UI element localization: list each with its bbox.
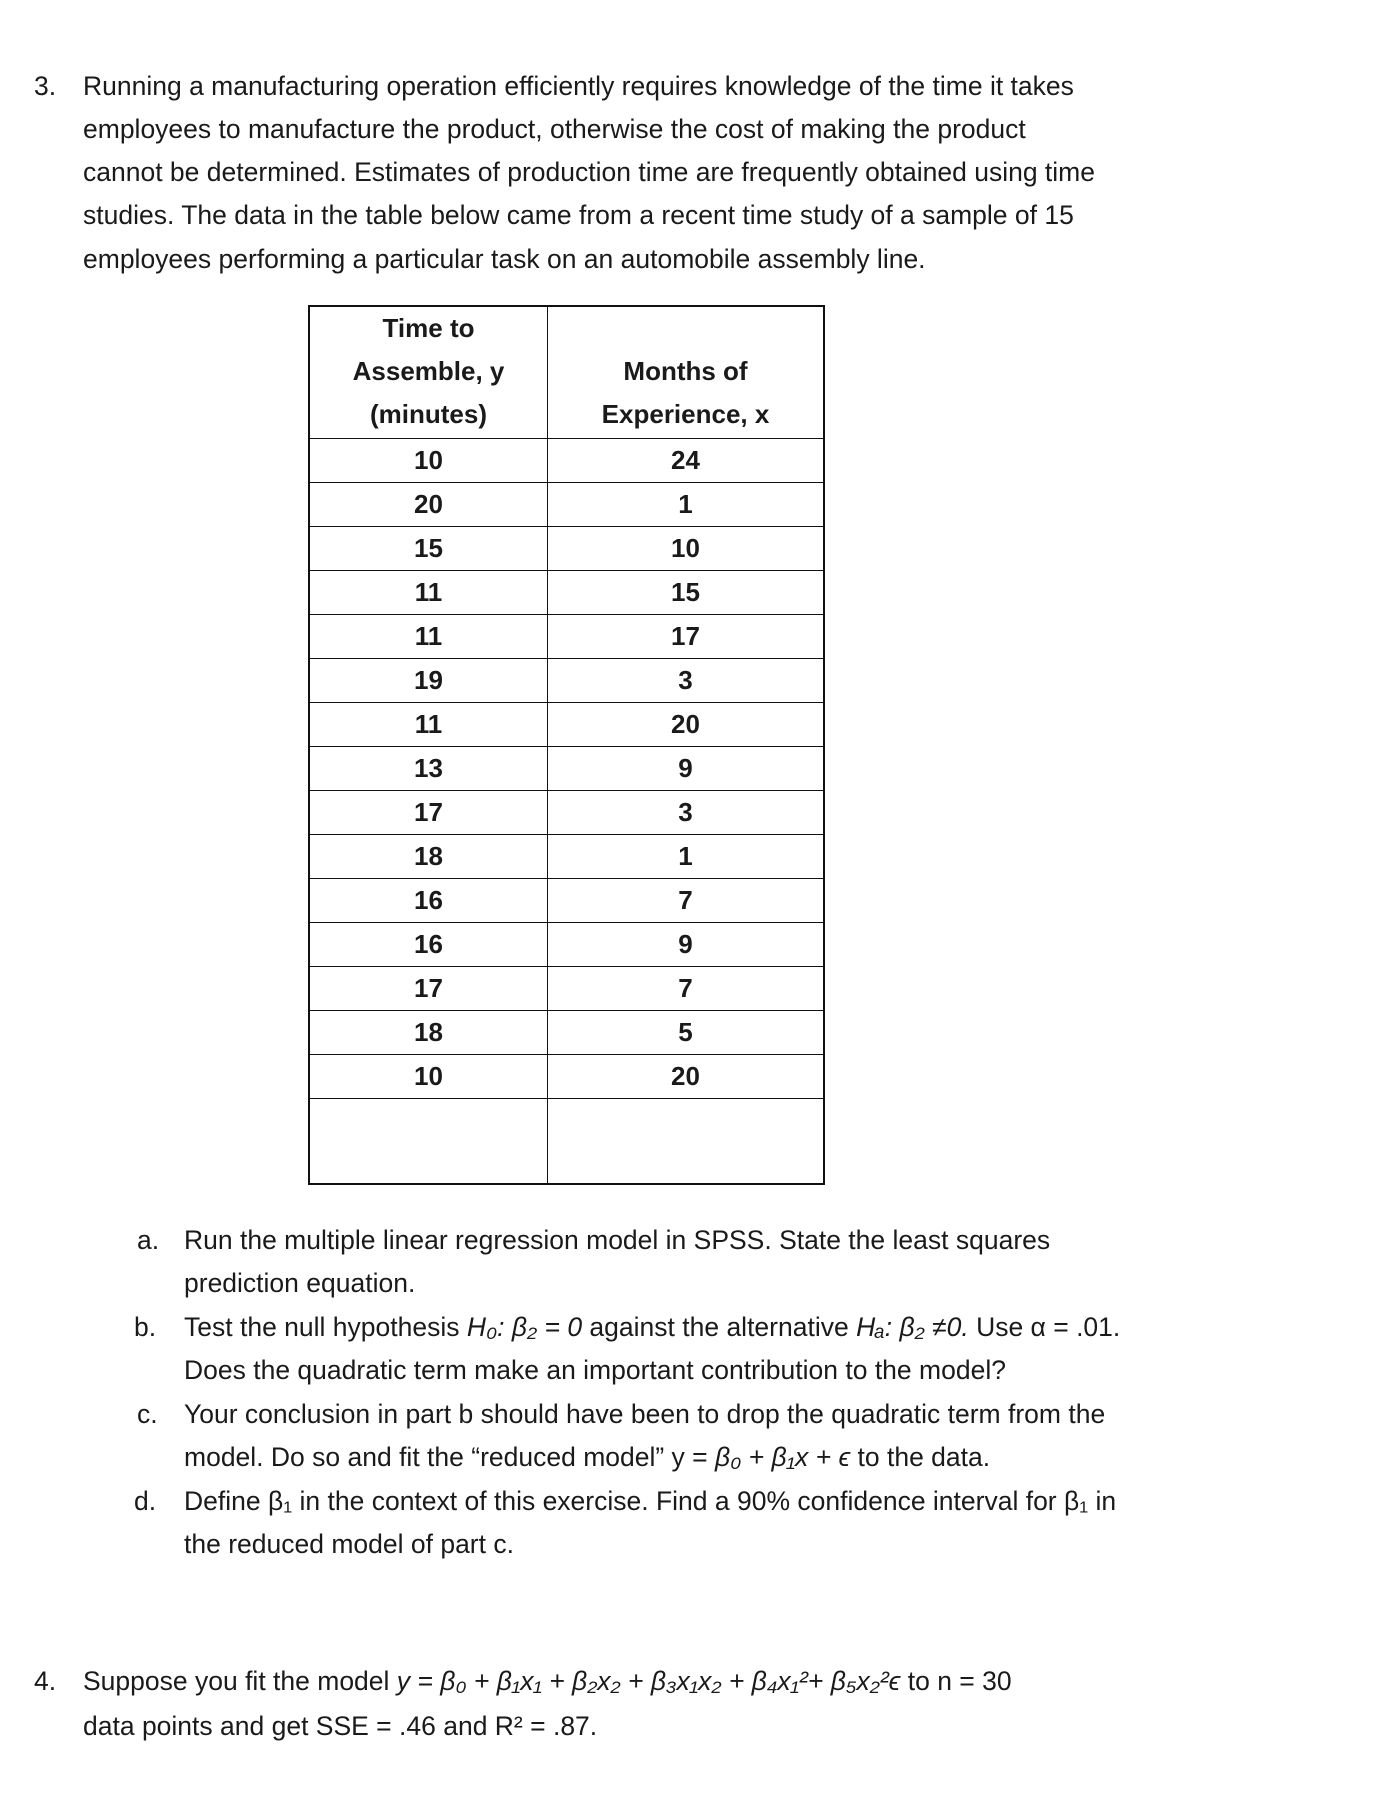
experience-cell: 1: [548, 483, 825, 527]
experience-cell: 17: [548, 615, 825, 659]
model-formula: y = β₀ + β₁x₁ + β₂x₂ + β₃x₁x₂ + β₄x₁²+ β₅x₂²ϵ: [396, 1666, 901, 1696]
experience-cell: 1: [548, 835, 825, 879]
text: against the alternative: [582, 1312, 857, 1342]
time-cell: 15: [309, 527, 548, 571]
experience-cell: 10: [548, 527, 825, 571]
time-cell: 10: [309, 439, 548, 483]
part-b-line: Does the quadratic term make an important contribution to the model?: [184, 1355, 1006, 1385]
part-letter: d.: [134, 1486, 157, 1516]
experience-cell: 15: [548, 571, 825, 615]
table-row: [309, 615, 824, 659]
table-row: [309, 835, 824, 879]
table-row: [309, 1055, 824, 1099]
table-row: [309, 923, 824, 967]
time-cell: 19: [309, 659, 548, 703]
experience-cell: 7: [548, 879, 825, 923]
experience-cell: 24: [548, 439, 825, 483]
experience-cell: 7: [548, 967, 825, 1011]
q4-line: [83, 1665, 1012, 1697]
table-row: [309, 439, 824, 483]
time-cell: 16: [309, 923, 548, 967]
experience-cell: 5: [548, 1011, 825, 1055]
q3-text-line: cannot be determined. Estimates of production time are frequently obtained using time: [83, 157, 1095, 187]
empty-cell: [309, 1099, 548, 1185]
empty-cell: [548, 1099, 825, 1185]
experience-cell: 9: [548, 923, 825, 967]
table-header-row: [309, 306, 824, 439]
table-row: [309, 791, 824, 835]
text: Suppose you fit the model: [83, 1666, 397, 1696]
table-row: [309, 659, 824, 703]
text: to the data.: [850, 1442, 991, 1472]
part-letter: c.: [137, 1399, 158, 1429]
experience-cell: 3: [548, 791, 825, 835]
text: model. Do so and fit the “reduced model” y =: [184, 1442, 716, 1472]
time-cell: 13: [309, 747, 548, 791]
time-cell: 11: [309, 615, 548, 659]
q3-text-line: employees to manufacture the product, otherwise the cost of making the product: [83, 114, 1026, 144]
header-line: Time to: [382, 313, 475, 343]
table-row: [309, 1011, 824, 1055]
q4-line: data points and get SSE = .46 and R² = .87.: [83, 1711, 598, 1741]
part-c-line: Your conclusion in part b should have been to drop the quadratic term from the: [184, 1399, 1106, 1429]
experience-cell: 3: [548, 659, 825, 703]
part-d-line: Define β₁ in the context of this exercise. Find a 90% confidence interval for β₁ in: [184, 1486, 1117, 1516]
text: Test the null hypothesis: [184, 1312, 467, 1342]
q3-text-line: Running a manufacturing operation efficiently requires knowledge of the time it takes: [83, 71, 1074, 101]
table-row: [309, 879, 824, 923]
part-a-line: Run the multiple linear regression model in SPSS. State the least squares: [184, 1225, 1051, 1255]
table-row: [309, 967, 824, 1011]
time-cell: 10: [309, 1055, 548, 1099]
time-cell: 11: [309, 571, 548, 615]
empty-row: [309, 1099, 824, 1185]
header-line: (minutes): [370, 399, 487, 429]
text: to n = 30: [900, 1666, 1012, 1696]
header-line: Assemble, y: [352, 356, 505, 386]
header-line: Months of: [623, 356, 748, 386]
time-cell: 17: [309, 791, 548, 835]
question-number: 4.: [34, 1666, 57, 1696]
data-table: [308, 305, 825, 1185]
table-row: [309, 747, 824, 791]
time-cell: 18: [309, 835, 548, 879]
part-letter: b.: [134, 1312, 157, 1342]
header-line: Experience, x: [601, 399, 770, 429]
table-row: [309, 483, 824, 527]
text: Use α = .01.: [968, 1312, 1121, 1342]
experience-cell: 20: [548, 703, 825, 747]
header-months-experience: [548, 306, 825, 439]
experience-cell: 20: [548, 1055, 825, 1099]
time-cell: 16: [309, 879, 548, 923]
time-cell: 17: [309, 967, 548, 1011]
table-row: [309, 571, 824, 615]
part-a-line: prediction equation.: [184, 1268, 416, 1298]
header-time-to-assemble: [309, 306, 548, 439]
question-number: 3.: [34, 71, 57, 101]
experience-cell: 9: [548, 747, 825, 791]
alternative-hypothesis: Hₐ: β₂ ≠0.: [856, 1312, 969, 1342]
table-row: [309, 527, 824, 571]
part-c-line: [184, 1441, 990, 1473]
null-hypothesis: H₀: β₂ = 0: [466, 1312, 583, 1342]
time-cell: 11: [309, 703, 548, 747]
part-b-line: [184, 1311, 1120, 1343]
table-row: [309, 703, 824, 747]
q3-text-line: studies. The data in the table below came from a recent time study of a sample of 15: [83, 200, 1074, 230]
part-letter: a.: [137, 1225, 160, 1255]
q3-text-line: employees performing a particular task on an automobile assembly line.: [83, 244, 926, 274]
time-cell: 18: [309, 1011, 548, 1055]
reduced-model-formula: β₀ + β₁x + ϵ: [715, 1442, 851, 1472]
time-cell: 20: [309, 483, 548, 527]
part-d-line: the reduced model of part c.: [184, 1529, 514, 1559]
